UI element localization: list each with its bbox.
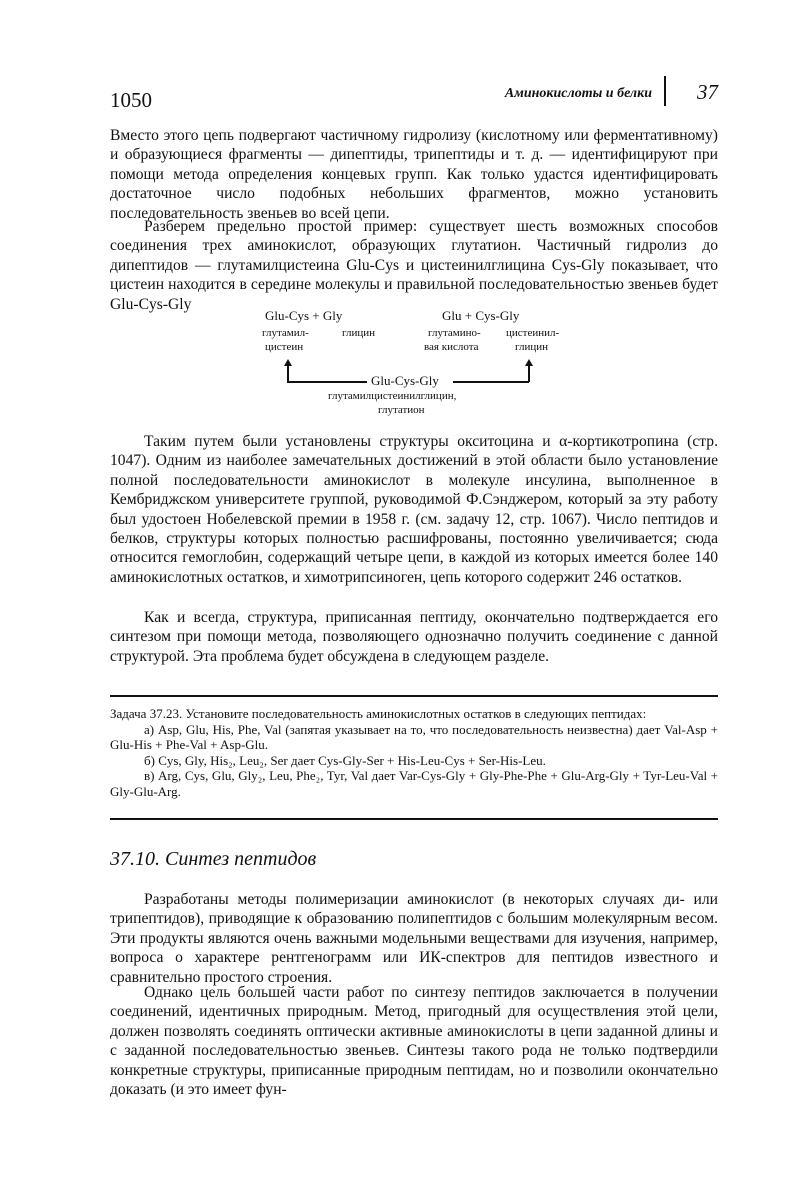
paragraph-1: Вместо этого цепь подвергают частичному гидролизу (кислотному или ферментативному) и образующиеся фрагменты — дипептиды, трипептиды и т. д. — идентифицируют при помощи метода определения концевых групп. Как только удастся идентифицировать достаточное число подобных небольших фрагментов, можно установить последовательность звеньев во всей цепи. <box>110 127 718 222</box>
exercise-block <box>110 706 718 800</box>
exercise-top-rule <box>110 695 718 697</box>
right-connector-line <box>453 381 529 383</box>
exercise-item-c: в) Arg, Cys, Glu, Gly₂, Leu, Phe₂, Tyr, Val дает Var-Cys-Gly + Gly-Phe-Phe + Glu-Arg-Gly + Tyr-Leu-Val + Gly-Glu-Arg. <box>110 768 718 799</box>
header-divider <box>664 76 666 106</box>
scheme-right-label-1: глутамино- <box>428 327 481 339</box>
paragraph-2: Разберем предельно простой пример: существует шесть возможных способов соединения трех аминокислот, образующих глутатион. Частичный гидролиз до дипептидов — глутамилцистеина Glu-Cys и цистеинилглицина Cys-Gly показывает, что цистеин находится в середине молекулы и правильной последовательностью звеньев будет Glu-Cys-Gly <box>110 218 718 313</box>
exercise-item-b: б) Cys, Gly, His₂, Leu₂, Ser дает Cys-Gly-Ser + His-Leu-Cys + Ser-His-Leu. <box>144 752 546 768</box>
scheme-left-products: Glu-Cys + Gly <box>265 308 343 323</box>
scheme-tripeptide-name-2: глутатион <box>378 404 425 416</box>
page-number: 1050 <box>110 88 152 112</box>
glutathione-scheme <box>250 308 590 420</box>
scheme-left-label-1: глутамил- <box>262 327 309 339</box>
scheme-right-products: Glu + Cys-Gly <box>442 308 520 323</box>
scheme-left-label-3: глицин <box>342 327 375 339</box>
exercise-bottom-rule <box>110 818 718 820</box>
running-title: Аминокислоты и белки <box>504 86 652 101</box>
left-connector-line <box>287 381 367 383</box>
paragraph-4: Как и всегда, структура, приписанная пептиду, окончательно подтверждается его синтезом при помощи метода, позволяющего однозначно получить соединение с данной структурой. Эта проблема будет обсуждена в следующем разделе. <box>110 609 718 665</box>
exercise-title: Задача 37.23. Установите последовательность аминокислотных остатков в следующих пептидах: <box>110 706 647 721</box>
paragraph-3: Таким путем были установлены структуры окситоцина и α-кортикотропина (стр. 1047). Одним из наиболее замечательных достижений в этой области было установление полной последовательности аминокислот в молекуле инсулина, выполненное в Кембриджском университете группой, руководимой Ф.Сэнджером, который за эту работу был удостоен Нобелевской премии в 1958 г. (см. задачу 12, стр. 1067). Число пептидов и белков, структуры которых полностью расшифрованы, постоянно увеличивается; сюда относится гемоглобин, содержащий четыре цепи, в каждой из которых имеется более 140 аминокислотных остатков, и химотрипсиноген, цепь которого содержит 246 остатков. <box>110 433 718 586</box>
exercise-item-a: а) Asp, Glu, His, Phe, Val (запятая указывает на то, что последовательность неизвестна) дает Val-Asp + Glu-His + Phe-Val + Asp-Glu. <box>110 721 718 753</box>
left-arrow-shaft <box>287 365 289 382</box>
scheme-right-label-3: цистеинил- <box>506 327 560 339</box>
scheme-left-label-2: цистеин <box>265 341 304 353</box>
scheme-tripeptide-name-1: глутамилцистеинилглицин, <box>328 390 457 402</box>
page-header <box>110 76 718 112</box>
right-arrow-shaft <box>528 365 530 382</box>
scheme-right-label-2: вая кислота <box>424 341 479 353</box>
section-paragraph-2: Однако цель большей части работ по синтезу пептидов заключается в получении соединений, идентичных природным. Метод, пригодный для осуществления этой цели, должен позволять соединять оптически активные аминокислоты в цепи заданной длины и с заданной последовательностью звеньев. Синтезы такого рода не только подтвердили конкретные структуры, приписанные природным пептидам, но и позволили окончательно доказать (и это имеет фун- <box>110 984 718 1099</box>
scheme-right-label-4: глицин <box>515 341 548 353</box>
section-paragraph-1: Разработаны методы полимеризации аминокислот (в некоторых случаях ди- или трипептидов), приводящие к образованию полипептидов с большим молекулярным весом. Эти продукты являются очень важными модельными веществами для изучения, например, вопроса о характере рентгенограмм или ИК-спектров для пептидов известного и сравнительно простого строения. <box>110 891 718 986</box>
scheme-tripeptide: Glu-Cys-Gly <box>371 373 439 388</box>
section-heading: 37.10. Синтез пептидов <box>110 848 317 870</box>
chapter-number: 37 <box>697 80 718 104</box>
